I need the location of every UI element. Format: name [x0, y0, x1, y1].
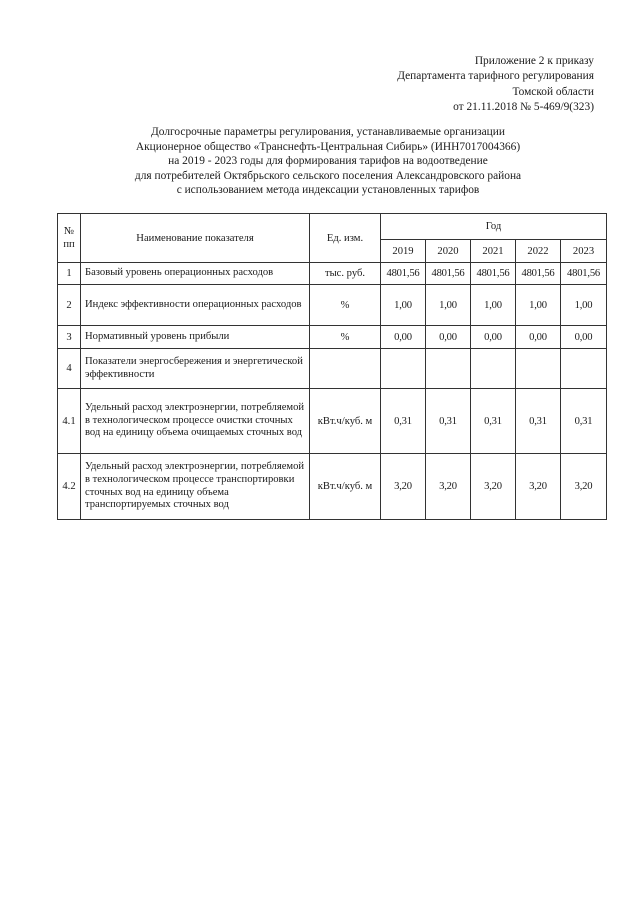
row-value: 0,31: [471, 389, 516, 454]
row-unit: %: [310, 285, 381, 326]
row-name: Удельный расход электроэнергии, потребляемой в технологическом процессе транспортировки сточных вод на единицу объема транспортируемых сточных вод: [81, 454, 310, 520]
header-unit: Ед. изм.: [310, 214, 381, 263]
row-value: 1,00: [471, 285, 516, 326]
table-row: [58, 263, 607, 285]
row-unit: [310, 349, 381, 389]
header-year-2022: 2022: [516, 240, 561, 263]
row-value: 0,00: [381, 326, 426, 349]
row-value: 1,00: [426, 285, 471, 326]
row-name: Нормативный уровень прибыли: [81, 326, 310, 349]
row-number: 4.2: [58, 454, 81, 520]
row-number: 4: [58, 349, 81, 389]
row-number: 1: [58, 263, 81, 285]
row-number: 4.1: [58, 389, 81, 454]
header-year: Год: [381, 214, 607, 240]
row-value: [381, 349, 426, 389]
document-title: [60, 125, 596, 198]
row-unit: кВт.ч/куб. м: [310, 454, 381, 520]
appendix-block: [397, 54, 594, 115]
row-value: 4801,56: [426, 263, 471, 285]
row-value: [561, 349, 607, 389]
row-name: Базовый уровень операционных расходов: [81, 263, 310, 285]
row-number: 3: [58, 326, 81, 349]
table-row: [58, 389, 607, 454]
row-name: Показатели энергосбережения и энергетической эффективности: [81, 349, 310, 389]
table-row: [58, 285, 607, 326]
appendix-line: от 21.11.2018 № 5-469/9(323): [453, 100, 594, 113]
title-line: для потребителей Октябрьского сельского поселения Александровского района: [134, 169, 522, 182]
row-value: 3,20: [561, 454, 607, 520]
header-number: № пп: [58, 214, 81, 263]
title-line: на 2019 - 2023 годы для формирования тарифов на водоотведение: [168, 155, 488, 168]
header-year-2020: 2020: [426, 240, 471, 263]
row-value: 0,31: [561, 389, 607, 454]
row-number: 2: [58, 285, 81, 326]
row-value: 4801,56: [561, 263, 607, 285]
row-value: 4801,56: [516, 263, 561, 285]
row-value: 0,31: [516, 389, 561, 454]
row-value: 0,00: [471, 326, 516, 349]
row-unit: кВт.ч/куб. м: [310, 389, 381, 454]
row-value: 1,00: [561, 285, 607, 326]
row-value: 3,20: [516, 454, 561, 520]
row-value: 1,00: [516, 285, 561, 326]
table-row: [58, 349, 607, 389]
appendix-line: Томской области: [512, 85, 594, 98]
table-row: [58, 454, 607, 520]
row-value: [471, 349, 516, 389]
parameters-table: [57, 213, 607, 520]
row-name: Удельный расход электроэнергии, потребляемой в технологическом процессе очистки сточных вод на единицу объема очищаемых сточных вод: [81, 389, 310, 454]
row-unit: %: [310, 326, 381, 349]
row-value: 4801,56: [471, 263, 516, 285]
header-year-2019: 2019: [381, 240, 426, 263]
title-line: Долгосрочные параметры регулирования, устанавливаемые организации: [151, 126, 505, 138]
title-line: с использованием метода индексации установленных тарифов: [176, 184, 480, 197]
title-line: Акционерное общество «Транснефть-Центральная Сибирь» (ИНН7017004366): [135, 140, 521, 153]
header-row: [58, 214, 607, 240]
appendix-line: Департамента тарифного регулирования: [397, 70, 594, 83]
row-value: 4801,56: [381, 263, 426, 285]
row-value: 0,00: [516, 326, 561, 349]
row-unit: тыс. руб.: [310, 263, 381, 285]
row-name: Индекс эффективности операционных расходов: [81, 285, 310, 326]
row-value: 0,31: [426, 389, 471, 454]
appendix-line: Приложение 2 к приказу: [474, 55, 594, 67]
row-value: [426, 349, 471, 389]
row-value: 0,00: [561, 326, 607, 349]
row-value: 1,00: [381, 285, 426, 326]
row-value: 0,00: [426, 326, 471, 349]
table-row: [58, 326, 607, 349]
row-value: 3,20: [471, 454, 516, 520]
row-value: [516, 349, 561, 389]
header-year-2021: 2021: [471, 240, 516, 263]
row-value: 3,20: [381, 454, 426, 520]
row-value: 3,20: [426, 454, 471, 520]
header-year-2023: 2023: [561, 240, 607, 263]
row-value: 0,31: [381, 389, 426, 454]
header-indicator-name: Наименование показателя: [81, 214, 310, 263]
